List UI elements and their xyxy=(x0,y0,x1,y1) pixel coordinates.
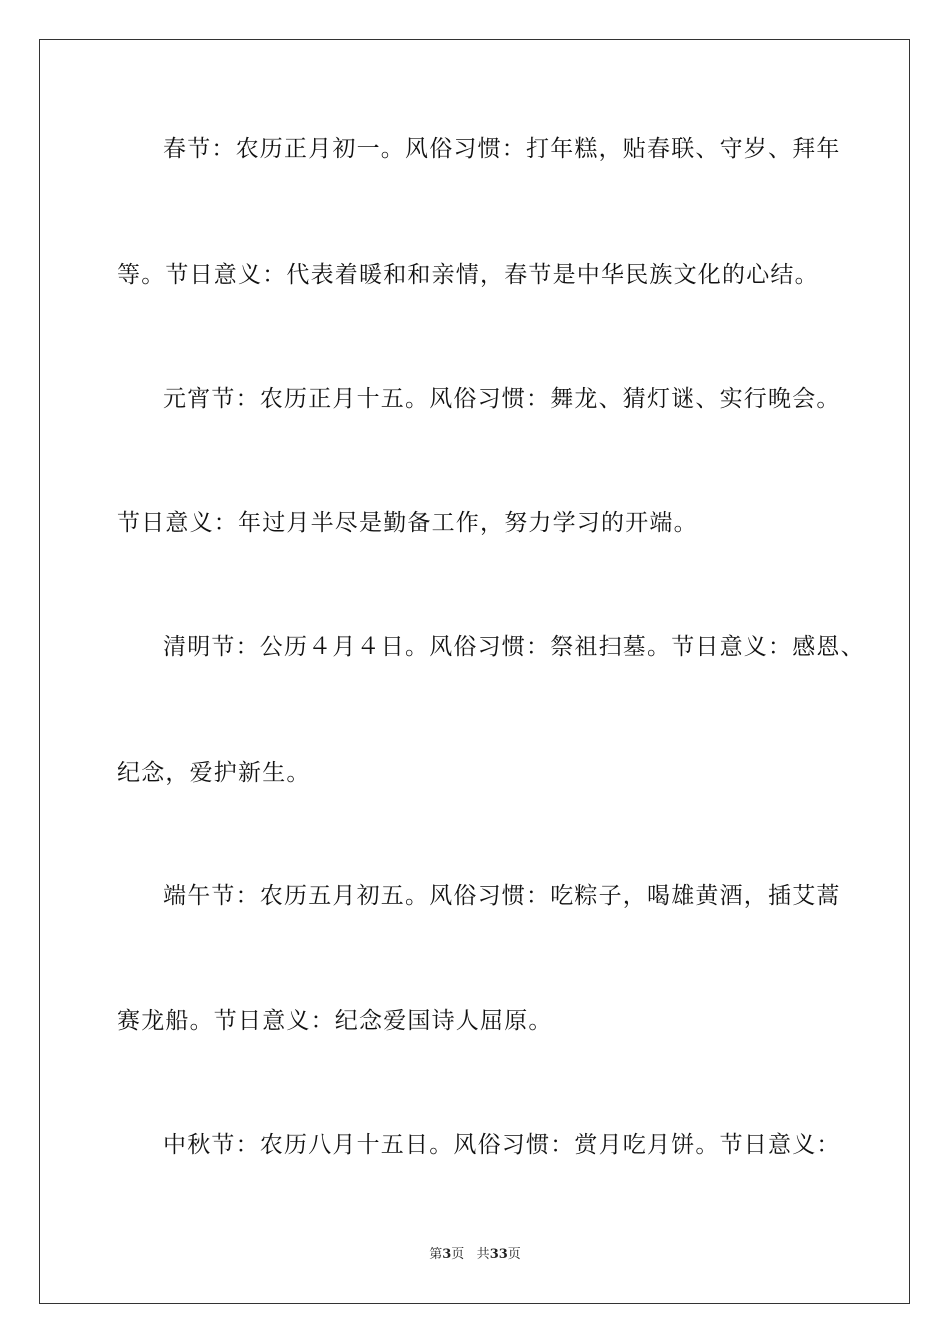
paragraph-line: 元宵节：农历正月十五。风俗习惯：舞龙、猜灯谜、实行晚会。 xyxy=(163,386,841,412)
page-number: 3 xyxy=(442,1247,452,1262)
page-frame xyxy=(39,39,910,1304)
page-footer xyxy=(0,1246,950,1264)
total-prefix: 共 xyxy=(476,1247,490,1262)
paragraph-line: 赛龙船。节日意义：纪念爱国诗人屈原。 xyxy=(117,1008,553,1034)
total-pages: 33 xyxy=(489,1247,508,1262)
paragraph-line: 端午节：农历五月初五。风俗习惯：吃粽子，喝雄黄酒，插艾蒿 xyxy=(163,883,841,909)
page-prefix: 第 xyxy=(429,1247,443,1262)
total-suffix: 页 xyxy=(507,1247,521,1262)
page-suffix: 页 xyxy=(451,1247,465,1262)
paragraph-line: 纪念，爱护新生。 xyxy=(117,760,311,786)
paragraph-line: 中秋节：农历八月十五日。风俗习惯：赏月吃月饼。节日意义： xyxy=(163,1132,841,1158)
paragraph-line: 等。节日意义：代表着暖和和亲情，春节是中华民族文化的心结。 xyxy=(117,262,819,288)
paragraph-line: 春节：农历正月初一。风俗习惯：打年糕，贴春联、守岁、拜年 xyxy=(163,136,841,162)
paragraph-line: 节日意义：年过月半尽是勤备工作，努力学习的开端。 xyxy=(117,510,698,536)
paragraph-line: 清明节：公历４月４日。风俗习惯：祭祖扫墓。节日意义：感恩、 xyxy=(163,634,865,660)
